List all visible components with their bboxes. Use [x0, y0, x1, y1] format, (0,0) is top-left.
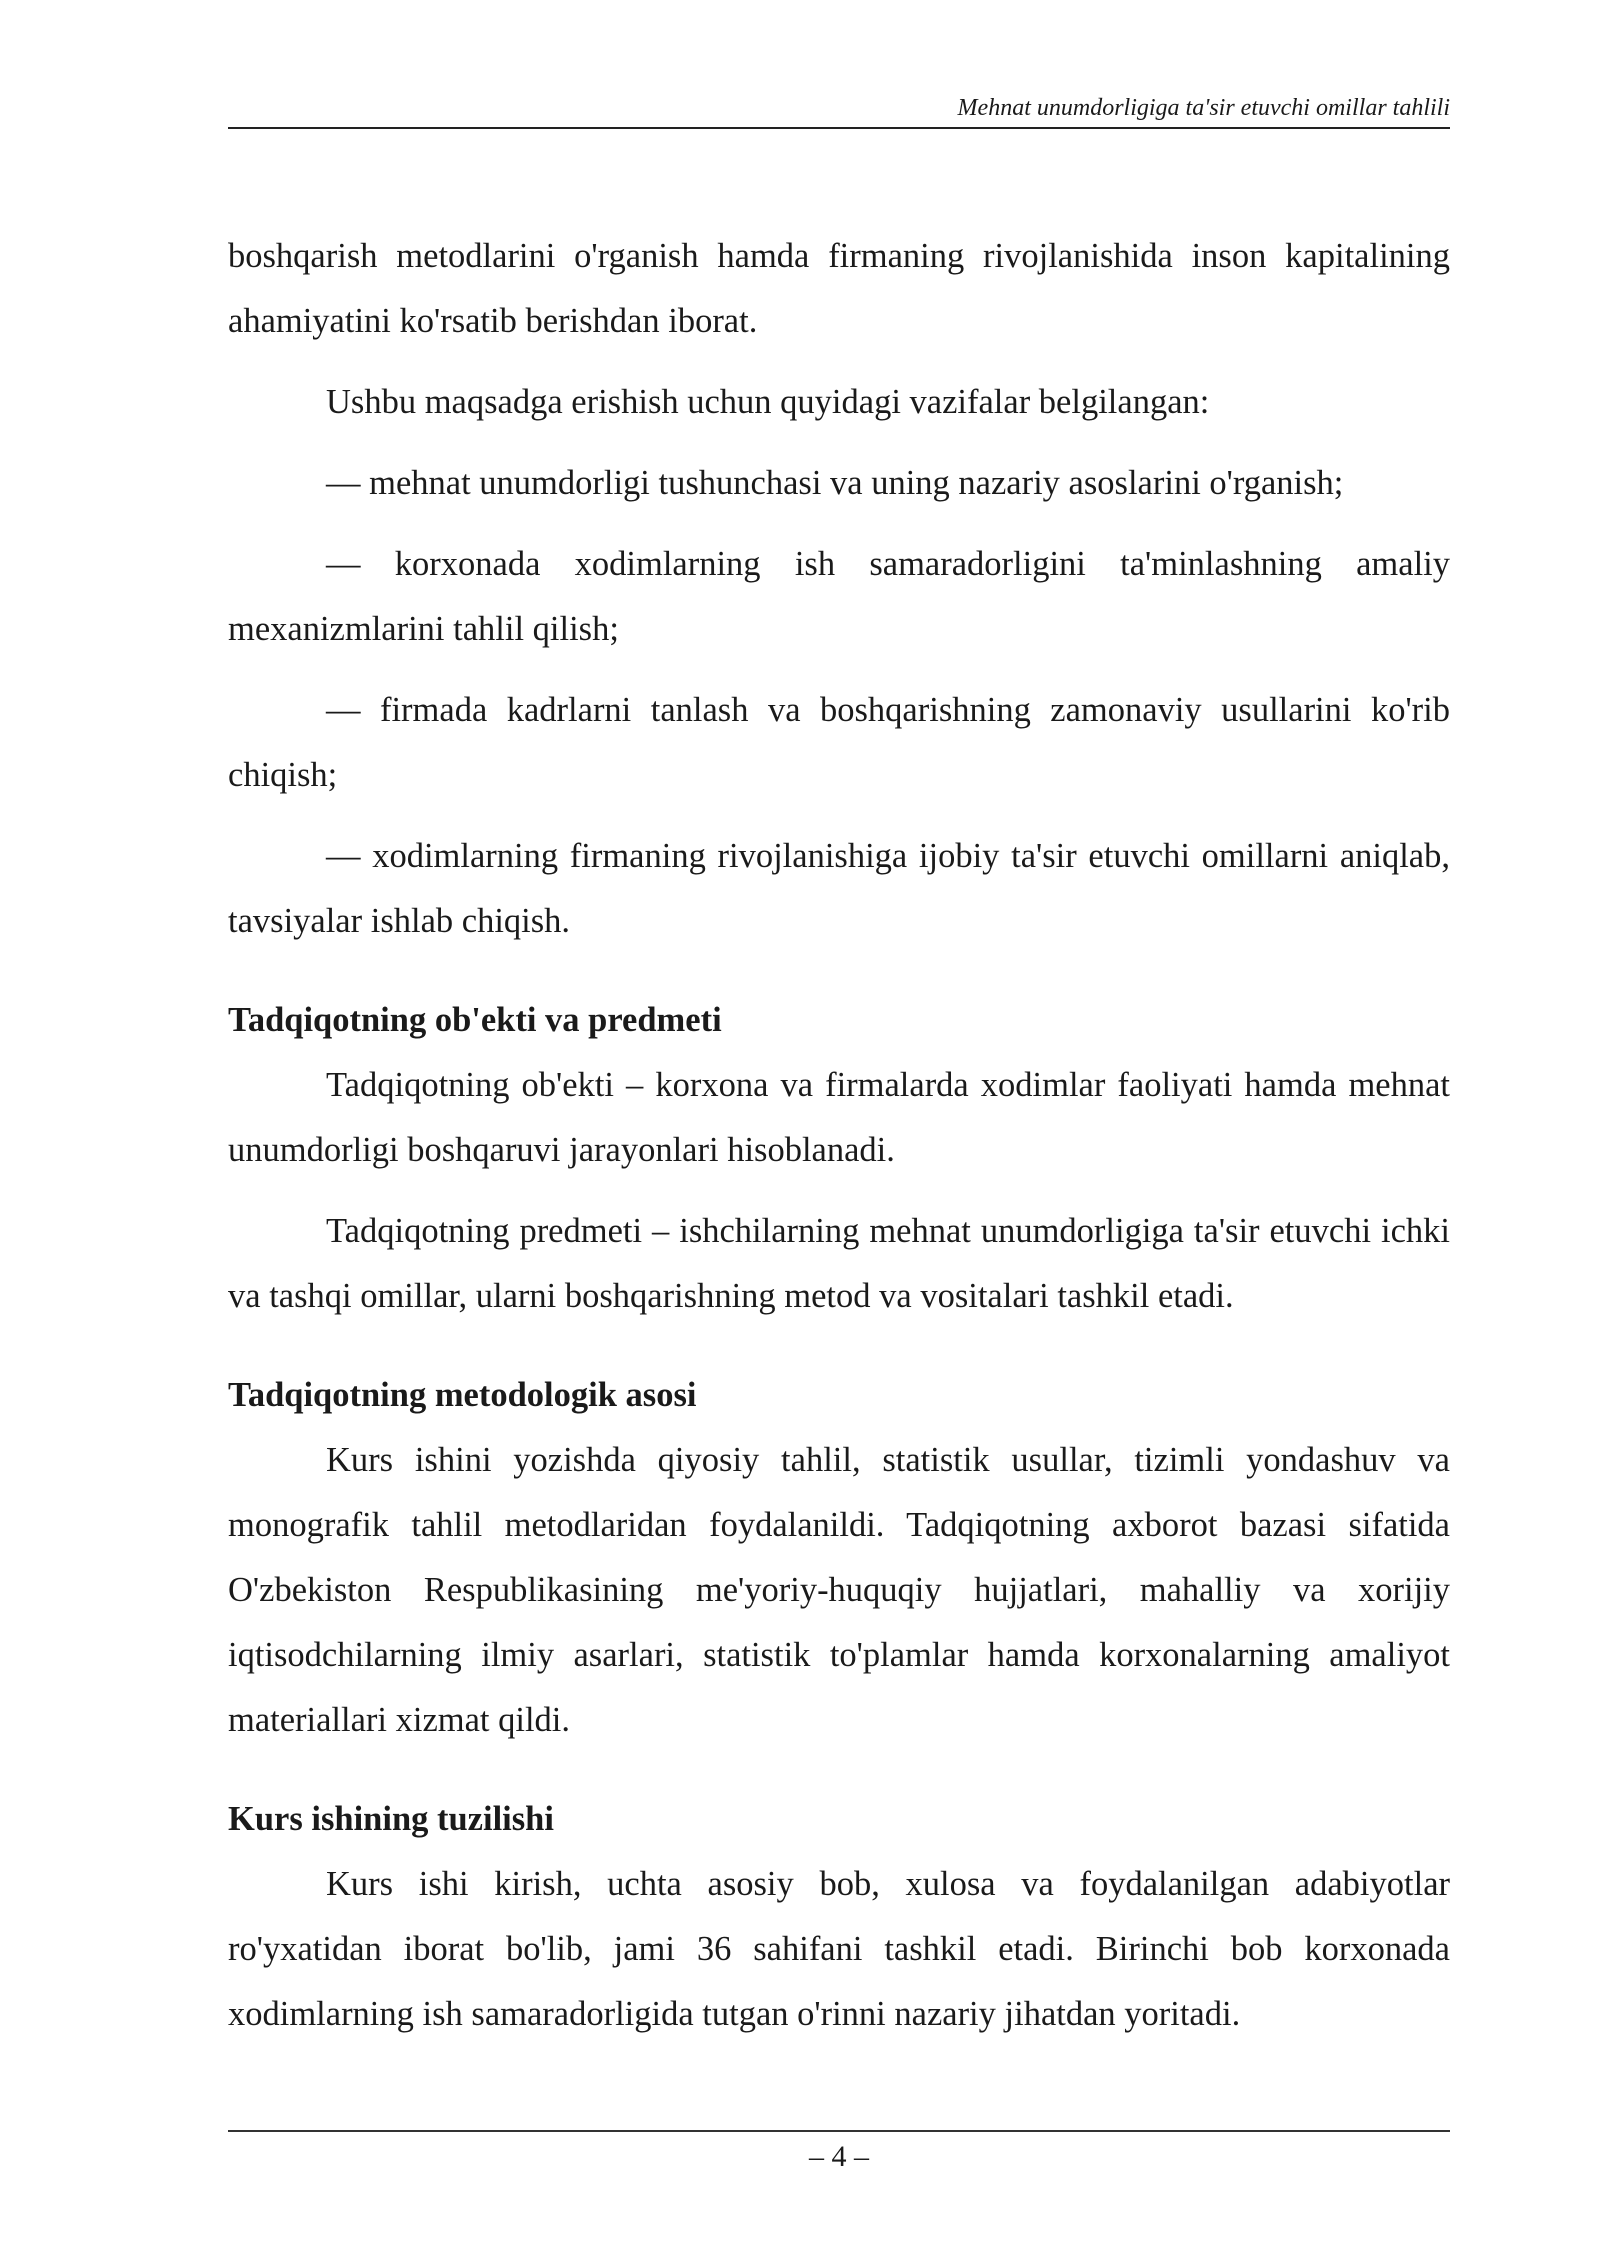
section-heading: Tadqiqotning ob'ekti va predmeti [228, 1001, 722, 1039]
paragraph: Tadqiqotning ob'ekti – korxona va firmalarda xodimlar faoliyati hamda mehnat unumdorligi boshqaruvi jarayonlari hisoblanadi. [228, 1066, 1450, 1169]
running-header: Mehnat unumdorligiga ta'sir etuvchi omillar tahlili [228, 95, 1450, 129]
paragraph: Kurs ishini yozishda qiyosiy tahlil, statistik usullar, tizimli yondashuv va monografik tahlil metodlaridan foydalanildi. Tadqiqotning axborot bazasi sifatida O'zbekiston Respublikasining me'yoriy-huquqiy hujjatlari, mahalliy va xorijiy iqtisodchilarning ilmiy asarlari, statistik to'plamlar hamda korxonalarning amaliyot materiallari xizmat qildi. [228, 1441, 1450, 1739]
section-heading: Kurs ishining tuzilishi [228, 1800, 554, 1838]
task-item: — korxonada xodimlarning ish samaradorligini ta'minlashning amaliy mexanizmlarini tahlil qilish; [228, 545, 1450, 648]
task-item: — firmada kadrlarni tanlash va boshqarishning zamonaviy usullarini ko'rib chiqish; [228, 691, 1450, 794]
section-heading: Tadqiqotning metodologik asosi [228, 1376, 697, 1414]
paragraph: boshqarish metodlarini o'rganish hamda firmaning rivojlanishida inson kapitalining ahamiyatini ko'rsatib berishdan iborat. [228, 237, 1450, 340]
task-item: — mehnat unumdorligi tushunchasi va uning nazariy asoslarini o'rganish; [326, 464, 1344, 502]
page-number: – 4 – [228, 2130, 1450, 2174]
paragraph: Kurs ishi kirish, uchta asosiy bob, xulosa va foydalanilgan adabiyotlar ro'yxatidan iborat bo'lib, jami 36 sahifani tashkil etadi. Birinchi bob korxonada xodimlarning ish samaradorligida tutgan o'rinni nazariy jihatdan yoritadi. [228, 1865, 1450, 2033]
paragraph: Tadqiqotning predmeti – ishchilarning mehnat unumdorligiga ta'sir etuvchi ichki va tashqi omillar, ularni boshqarishning metod va vositalari tashkil etadi. [228, 1212, 1450, 1315]
paragraph: Ushbu maqsadga erishish uchun quyidagi vazifalar belgilangan: [326, 383, 1210, 421]
task-item: — xodimlarning firmaning rivojlanishiga ijobiy ta'sir etuvchi omillarni aniqlab, tavsiyalar ishlab chiqish. [228, 837, 1450, 940]
page-content [228, 224, 1450, 2063]
